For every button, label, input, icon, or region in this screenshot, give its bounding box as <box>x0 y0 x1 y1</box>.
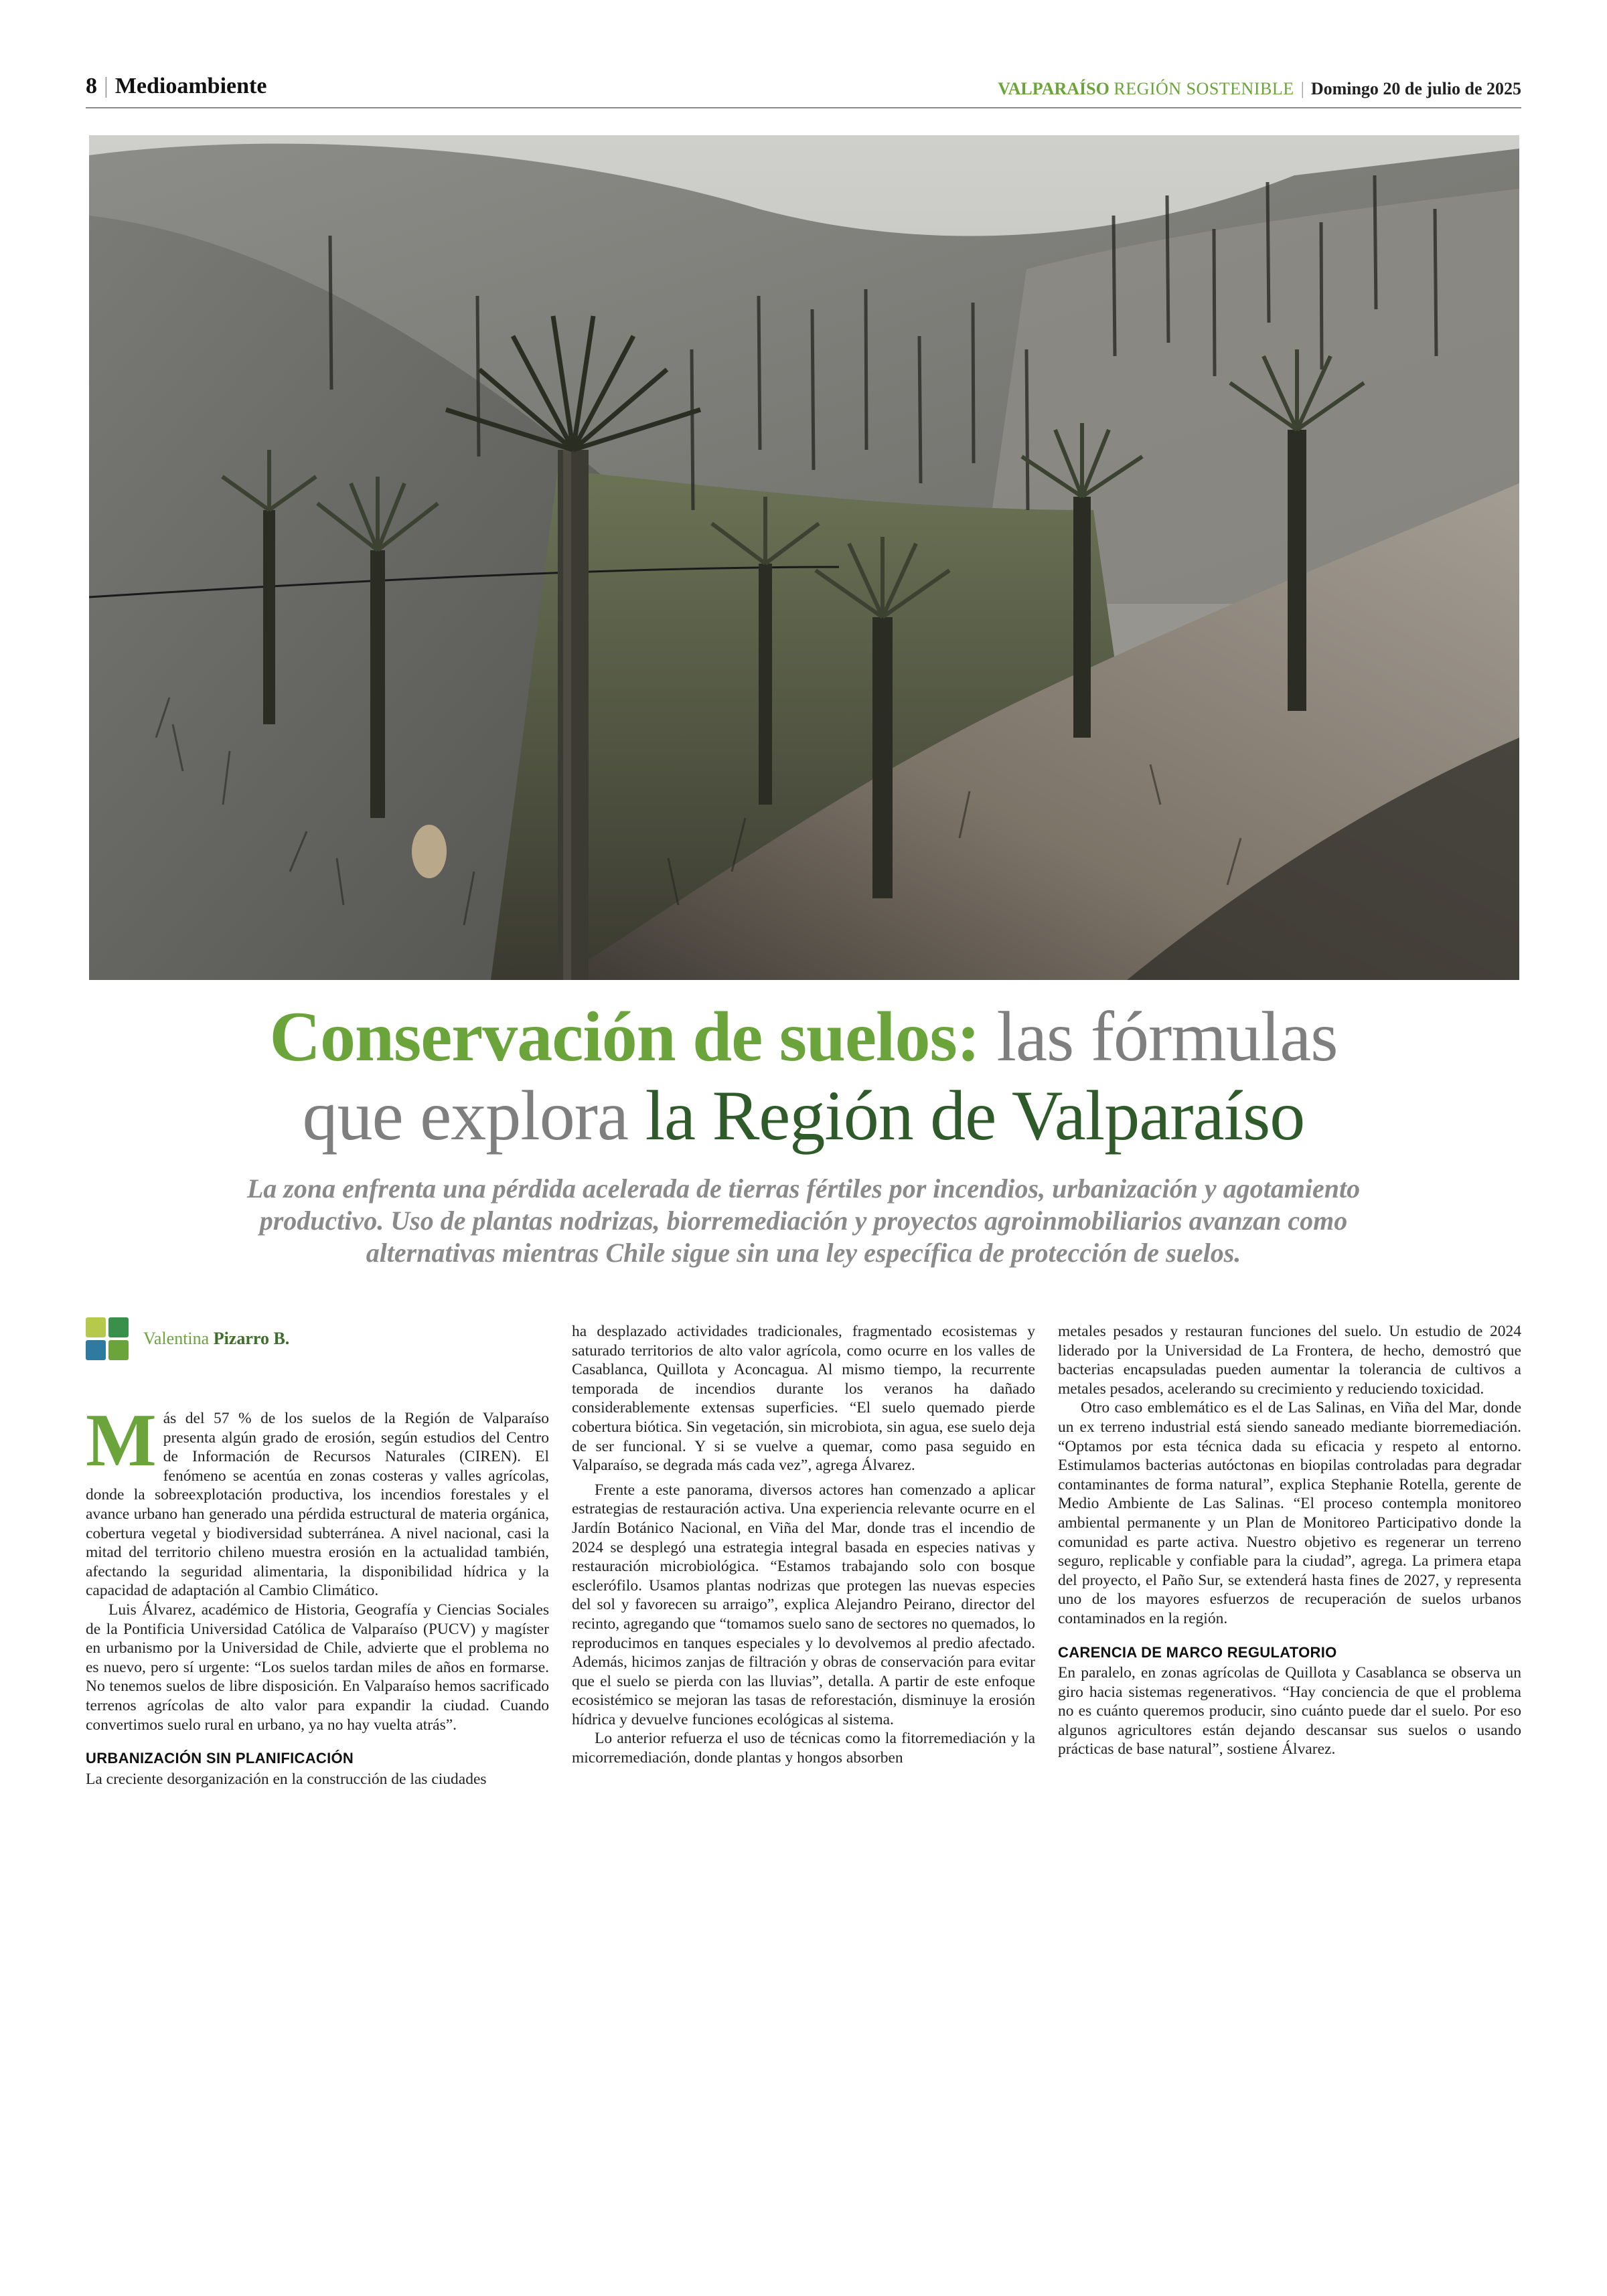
header-rule <box>86 107 1521 108</box>
paragraph: Más del 57 % de los suelos de la Región de Valparaíso presenta algún grado de erosión, según estudios del Centro de Información de Recursos Naturales (CIREN). El fenómeno se acentúa en zonas costeras y valles agrícolas, donde la sobreexplotación productiva, los incendios forestales y el avance urbano han generado una pérdida estructural de materia orgánica, cobertura vegetal y biodiversidad subterránea. A nivel nacional, casi la mitad del territorio chileno muestra erosión en la actualidad también, afectando la seguridad alimentaria, la disponibilidad hídrica y la capacidad de adaptación al Cambio Climático. <box>86 1399 549 1600</box>
headline <box>0 997 1607 1155</box>
paragraph: Lo anterior refuerza el uso de técnicas como la fitorremediación y la micorremediación, donde plantas y hongos absorben <box>572 1730 1035 1767</box>
headline-part-4: la Región de Valparaíso <box>645 1076 1305 1155</box>
paragraph: metales pesados y restauran funciones del suelo. Un estudio de 2024 liderado por la Universidad de La Frontera, de hecho, demostró que bacterias encapsuladas pueden aumentar la tolerancia de cultivos a metales pesados, acelerando su crecimiento y reduciendo toxicidad. <box>1058 1323 1521 1398</box>
issue-date: Domingo 20 de julio de 2025 <box>1310 79 1521 98</box>
headline-part-1: Conservación de suelos: <box>269 997 980 1076</box>
body-column-1 <box>86 1399 549 1789</box>
brand-name: VALPARAÍSO <box>998 79 1109 98</box>
paragraph: Otro caso emblemático es el de Las Salinas, en Viña del Mar, donde un ex terreno industrial está siendo saneado mediante biorremediación. “Optamos por esta técnica dada su eficacia y respeto al entorno. Estimulamos bacterias autóctonas en biopilas controladas para degradar contaminantes de forma natural”, explica Stephanie Rotella, gerente de Medio Ambiente de Las Salinas. “El proceso contempla monitoreo ambiental permanente y un Plan de Monitoreo Participativo donde la comunidad es parte activa. Nuestro objetivo es regenerar un terreno seguro, replicable y confiable para la ciudad”, agrega. La primera etapa del proyecto, el Paño Sur, se extenderá hasta fines de 2027, y representa uno de los mayores esfuerzos de recuperación de suelos urbanos contaminados en la región. <box>1058 1399 1521 1627</box>
headline-part-2: las fórmulas <box>996 997 1338 1076</box>
author-last-name: Pizarro B. <box>213 1329 290 1348</box>
drop-cap: M <box>86 1399 157 1482</box>
lead-paragraph: La zona enfrenta una pérdida acelerada de tierras fértiles por incendios, urbanización y agotamiento productivo. Uso de plantas nodrizas, biorremediación y proyectos agroinmobiliarios avanzan como alternativas mientras Chile sigue sin una ley específica de protección de suelos. <box>246 1173 1361 1268</box>
publication-info: VALPARAÍSO REGIÓN SOSTENIBLE | Domingo 20 de julio de 2025 <box>998 79 1521 98</box>
paragraph: Luis Álvarez, académico de Historia, Geografía y Ciencias Sociales de la Pontificia Universidad Católica de Valparaíso (PUCV) y magíster en urbanismo por la Universidad de Chile, advierte que el problema no es nuevo, pero sí urgente: “Los suelos tardan miles de años en formarse. No tenemos suelos de libre disposición. En Valparaíso hemos sacrificado terrenos agrícolas de alto valor para expandir la ciudad. Cuando convertimos suelo rural en urbano, ya no hay vuelta atrás”. <box>86 1601 549 1734</box>
subheading: CARENCIA DE MARCO REGULATORIO <box>1058 1643 1337 1661</box>
byline <box>86 1317 289 1360</box>
burned-palm-forest-photo <box>89 135 1519 980</box>
author-first-name: Valentina <box>143 1329 210 1348</box>
author-name <box>143 1329 289 1349</box>
headline-part-3: que explora <box>302 1076 629 1155</box>
brand-subtitle: REGIÓN SOSTENIBLE <box>1114 79 1294 98</box>
subheading: URBANIZACIÓN SIN PLANIFICACIÓN <box>86 1750 354 1767</box>
sostenible-logo-icon <box>86 1317 129 1360</box>
paragraph: ha desplazado actividades tradicionales, fragmentado ecosistemas y saturado territorios de alto valor agrícola, como ocurre en los valles de Casablanca, Quillota y Aconcagua. Al mismo tiempo, la recurrente temporada de incendios durante los veranos ha dañado considerablemente extensas superficies. “El suelo quemado pierde cobertura biótica. Sin vegetación, sin microbiota, sin agua, ese suelo deja de ser funcional. Y si se vuelve a quemar, como pasa seguido en Valparaíso, se degrada más cada vez”, agrega Álvarez. <box>572 1323 1035 1475</box>
paragraph: En paralelo, en zonas agrícolas de Quillota y Casablanca se observa un giro hacia sistemas regenerativos. “Hay conciencia de que el problema no es cuánto queremos producir, sino cuánto puede dar el suelo. Por eso algunos agricultores están dejando descansar sus suelos o usando prácticas de base natural”, sostiene Álvarez. <box>1058 1664 1521 1758</box>
page-header <box>86 62 1521 99</box>
body-column-2 <box>572 1322 1035 1768</box>
section-name: Medioambiente <box>114 74 267 98</box>
section-label: 8 | Medioambiente <box>86 74 267 98</box>
paragraph: Frente a este panorama, diversos actores han comenzado a aplicar estrategias de restauración activa. Una experiencia relevante ocurre en el Jardín Botánico Nacional, en Viña del Mar, donde tras el incendio de 2024 se desplegó una estrategia integral basada en especies nativas y restauración microbiológica. “Estamos trabajando solo con bosque esclerófilo. Usamos plantas nodrizas que protegen las nuevas especies del sol y favorecen su arraigo”, explica Alejandro Peirano, director del recinto, agregando que “tomamos suelo sano de sectores no quemados, lo reproducimos en tanques especiales y lo devolvemos al predio afectado. Además, hicimos zanjas de filtración y obras de conservación para evitar que el suelo se pierda con las lluvias”, detalla. A partir de este enfoque ecosistémico se mejoran las tasas de reforestación, disminuye la erosión hídrica y devuelve funciones ecológicas al sistema. <box>572 1481 1035 1728</box>
photo-illustration <box>89 135 1519 980</box>
body-column-3 <box>1058 1322 1521 1759</box>
paragraph: La creciente desorganización en la construcción de las ciudades <box>86 1770 487 1788</box>
page-number: 8 <box>86 74 97 98</box>
